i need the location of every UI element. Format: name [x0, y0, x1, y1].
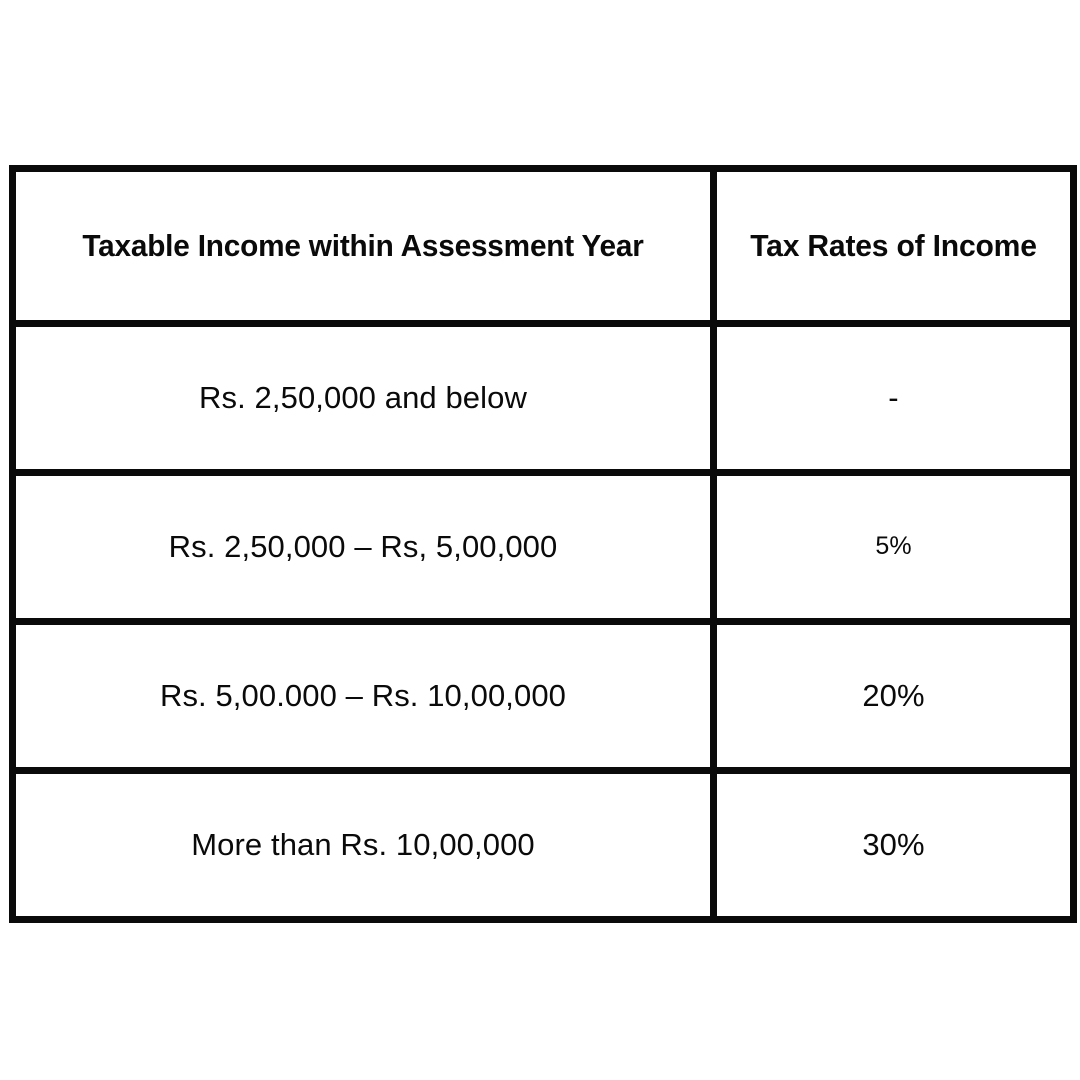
tax-rates-table — [9, 165, 1077, 923]
cell-tax-rate-value: - — [888, 379, 899, 415]
cell-taxable-income — [13, 324, 714, 473]
table-row — [13, 324, 1074, 473]
column-header-tax-rate-label: Tax Rates of Income — [750, 228, 1037, 264]
cell-taxable-income-value: More than Rs. 10,00,000 — [191, 826, 535, 862]
cell-taxable-income — [13, 771, 714, 920]
column-header-taxable-income-label: Taxable Income within Assessment Year — [82, 228, 644, 264]
cell-taxable-income-value: Rs. 2,50,000 – Rs, 5,00,000 — [168, 528, 558, 564]
cell-tax-rate — [714, 324, 1074, 473]
cell-tax-rate — [714, 622, 1074, 771]
cell-tax-rate — [714, 771, 1074, 920]
cell-taxable-income-value: Rs. 5,00.000 – Rs. 10,00,000 — [159, 677, 567, 713]
cell-taxable-income — [13, 473, 714, 622]
cell-taxable-income-value: Rs. 2,50,000 and below — [199, 379, 527, 415]
cell-tax-rate-value: 20% — [862, 677, 925, 713]
table-row — [13, 622, 1074, 771]
tax-rates-table-container — [9, 165, 1070, 915]
cell-taxable-income — [13, 622, 714, 771]
table-row — [13, 771, 1074, 920]
table-row — [13, 473, 1074, 622]
cell-tax-rate — [714, 473, 1074, 622]
cell-tax-rate-value: 30% — [862, 826, 925, 862]
column-header-tax-rate — [714, 169, 1074, 324]
table-header-row — [13, 169, 1074, 324]
cell-tax-rate-value: 5% — [875, 532, 912, 561]
column-header-taxable-income — [13, 169, 714, 324]
